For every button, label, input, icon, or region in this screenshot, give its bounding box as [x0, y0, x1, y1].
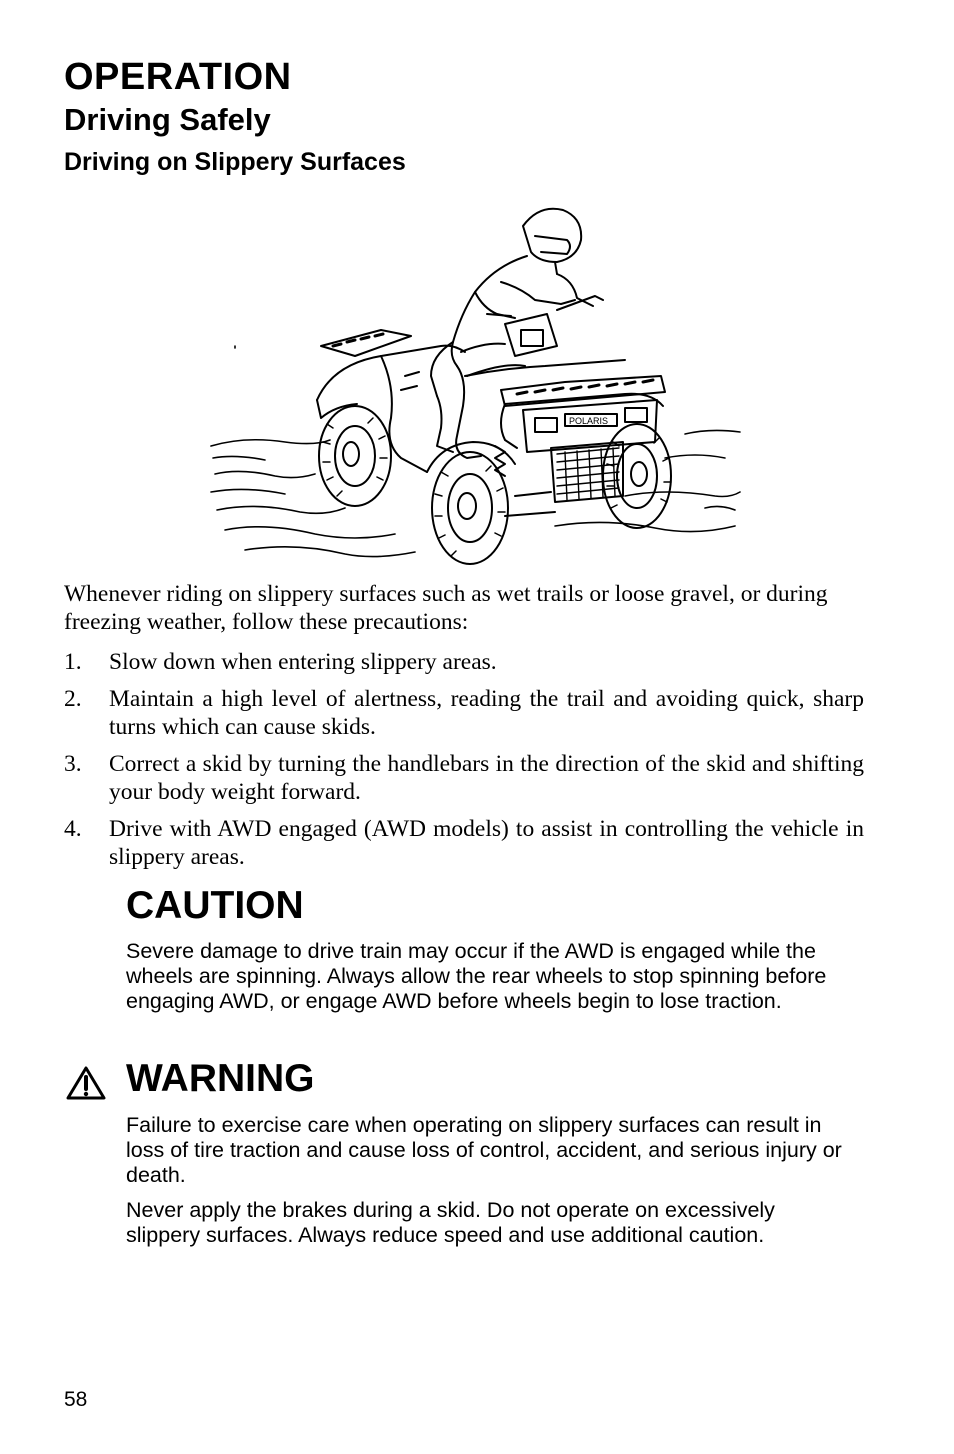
list-item-number: 2.	[64, 686, 82, 712]
brand-badge: POLARIS	[569, 416, 609, 426]
caution-text: Severe damage to drive train may occur if the AWD is engaged while the wheels are spinning. Always allow the rear wheels to stop spinning before engaging AWD, or engage AWD before wheels begin to lose traction.	[126, 939, 827, 1013]
list-item-text: Maintain a high level of alertness, reading the trail and avoiding quick, sharp turns which can cause skids.	[109, 686, 864, 740]
list-item-text: Slow down when entering slippery areas.	[109, 649, 497, 675]
subsection-title: Driving Safely	[64, 102, 271, 137]
caution-heading: CAUTION	[126, 884, 304, 927]
warning-text: Failure to exercise care when operating on slippery surfaces can result in loss of tire traction and cause loss of control, accident, and serious injury or death.	[126, 1113, 842, 1187]
list-item-number: 3.	[64, 751, 82, 777]
page-number: 58	[64, 1388, 88, 1411]
atv-rider-illustration	[205, 196, 745, 572]
warning-triangle-icon	[66, 1066, 106, 1100]
intro-paragraph: Whenever riding on slippery surfaces such as wet trails or loose gravel, or during freezing weather, follow these precautions:	[64, 581, 828, 635]
warning-heading: WARNING	[126, 1057, 315, 1100]
list-item-number: 4.	[64, 816, 82, 842]
list-item	[64, 815, 864, 871]
topic-title: Driving on Slippery Surfaces	[64, 148, 406, 176]
list-item	[64, 648, 864, 676]
list-item	[64, 685, 864, 741]
precautions-list	[64, 648, 864, 880]
list-item-text: Drive with AWD engaged (AWD models) to assist in controlling the vehicle in slippery areas.	[109, 816, 864, 870]
list-item-number: 1.	[64, 649, 82, 675]
list-item	[64, 750, 864, 806]
section-title: OPERATION	[64, 56, 292, 98]
list-item-text: Correct a skid by turning the handlebars in the direction of the skid and shifting your body weight forward.	[109, 751, 864, 805]
warning-text-secondary: Never apply the brakes during a skid. Do not operate on excessively slippery surfaces. Always reduce speed and use additional caution.	[126, 1198, 775, 1247]
